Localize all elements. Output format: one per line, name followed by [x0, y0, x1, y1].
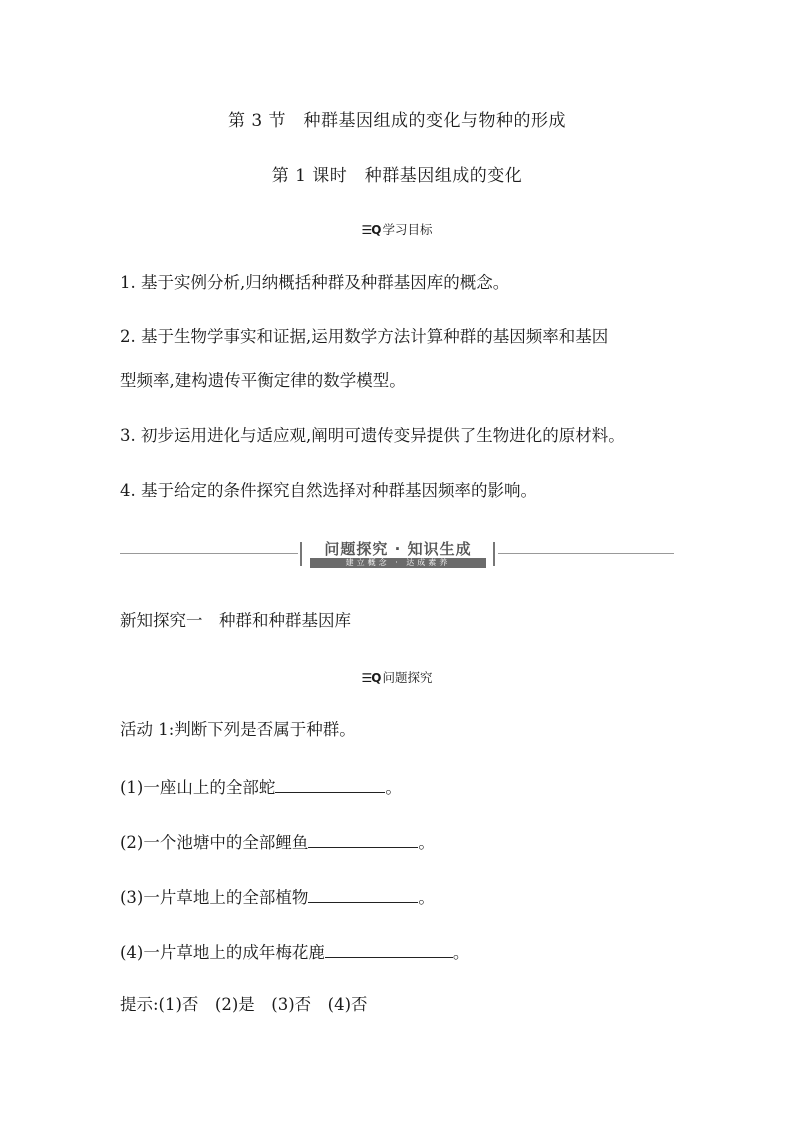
banner-sub-text: 建立概念 · 达成素养 [310, 558, 486, 568]
explore-heading: 新知探究一 种群和种群基因库 [120, 611, 351, 630]
explore-tag-label: 问题探究 [382, 670, 433, 685]
goal-item-3: 3. 初步运用进化与适应观,阐明可遗传变异提供了生物进化的原材料。 [120, 426, 625, 445]
banner-rule-left [120, 553, 298, 554]
question-4-end: 。 [452, 943, 470, 962]
answer-blank-3[interactable] [308, 884, 418, 903]
question-3-text: (3)一片草地上的全部植物 [120, 888, 309, 907]
question-3 [120, 884, 700, 909]
hint-answers: 提示:(1)否 (2)是 (3)否 (4)否 [120, 995, 368, 1014]
banner-bar-right [493, 542, 495, 566]
learning-goals-tag [0, 220, 794, 238]
question-2 [120, 829, 700, 854]
banner-rule-right [498, 553, 674, 554]
banner-main-text: 问题探究 · 知识生成 [324, 540, 472, 558]
question-2-text: (2)一个池塘中的全部鲤鱼 [120, 833, 309, 852]
magnifier-list-icon: ☰Q [361, 671, 381, 685]
lesson-title: 第 1 课时 种群基因组成的变化 [271, 166, 523, 186]
goal-item-1: 1. 基于实例分析,归纳概括种群及种群基因库的概念。 [120, 273, 510, 292]
question-4 [120, 939, 700, 964]
question-2-end: 。 [418, 833, 435, 852]
question-1 [120, 774, 700, 799]
section-title: 第 3 节 种群基因组成的变化与物种的形成 [227, 111, 567, 131]
magnifier-list-icon: ☰Q [361, 223, 381, 237]
answer-blank-1[interactable] [275, 774, 385, 793]
question-1-text: (1)一座山上的全部蛇 [120, 778, 276, 797]
learning-goals-tag-label: 学习目标 [382, 222, 433, 237]
section-banner [120, 536, 674, 570]
answer-blank-4[interactable] [325, 939, 453, 958]
goal-item-4: 4. 基于给定的条件探究自然选择对种群基因频率的影响。 [120, 481, 537, 500]
question-4-text: (4)一片草地上的成年梅花鹿 [120, 943, 325, 962]
answer-blank-2[interactable] [308, 829, 418, 848]
banner-bar-left [300, 542, 302, 566]
question-3-end: 。 [418, 888, 435, 907]
activity-prompt: 活动 1:判断下列是否属于种群。 [120, 720, 356, 739]
goal-item-2: 2. 基于生物学事实和证据,运用数学方法计算种群的基因频率和基因 [120, 327, 609, 346]
question-1-end: 。 [385, 778, 402, 797]
banner-center [306, 536, 490, 570]
goal-item-2-cont: 型频率,建构遗传平衡定律的数学模型。 [120, 371, 406, 390]
explore-tag [0, 668, 794, 686]
